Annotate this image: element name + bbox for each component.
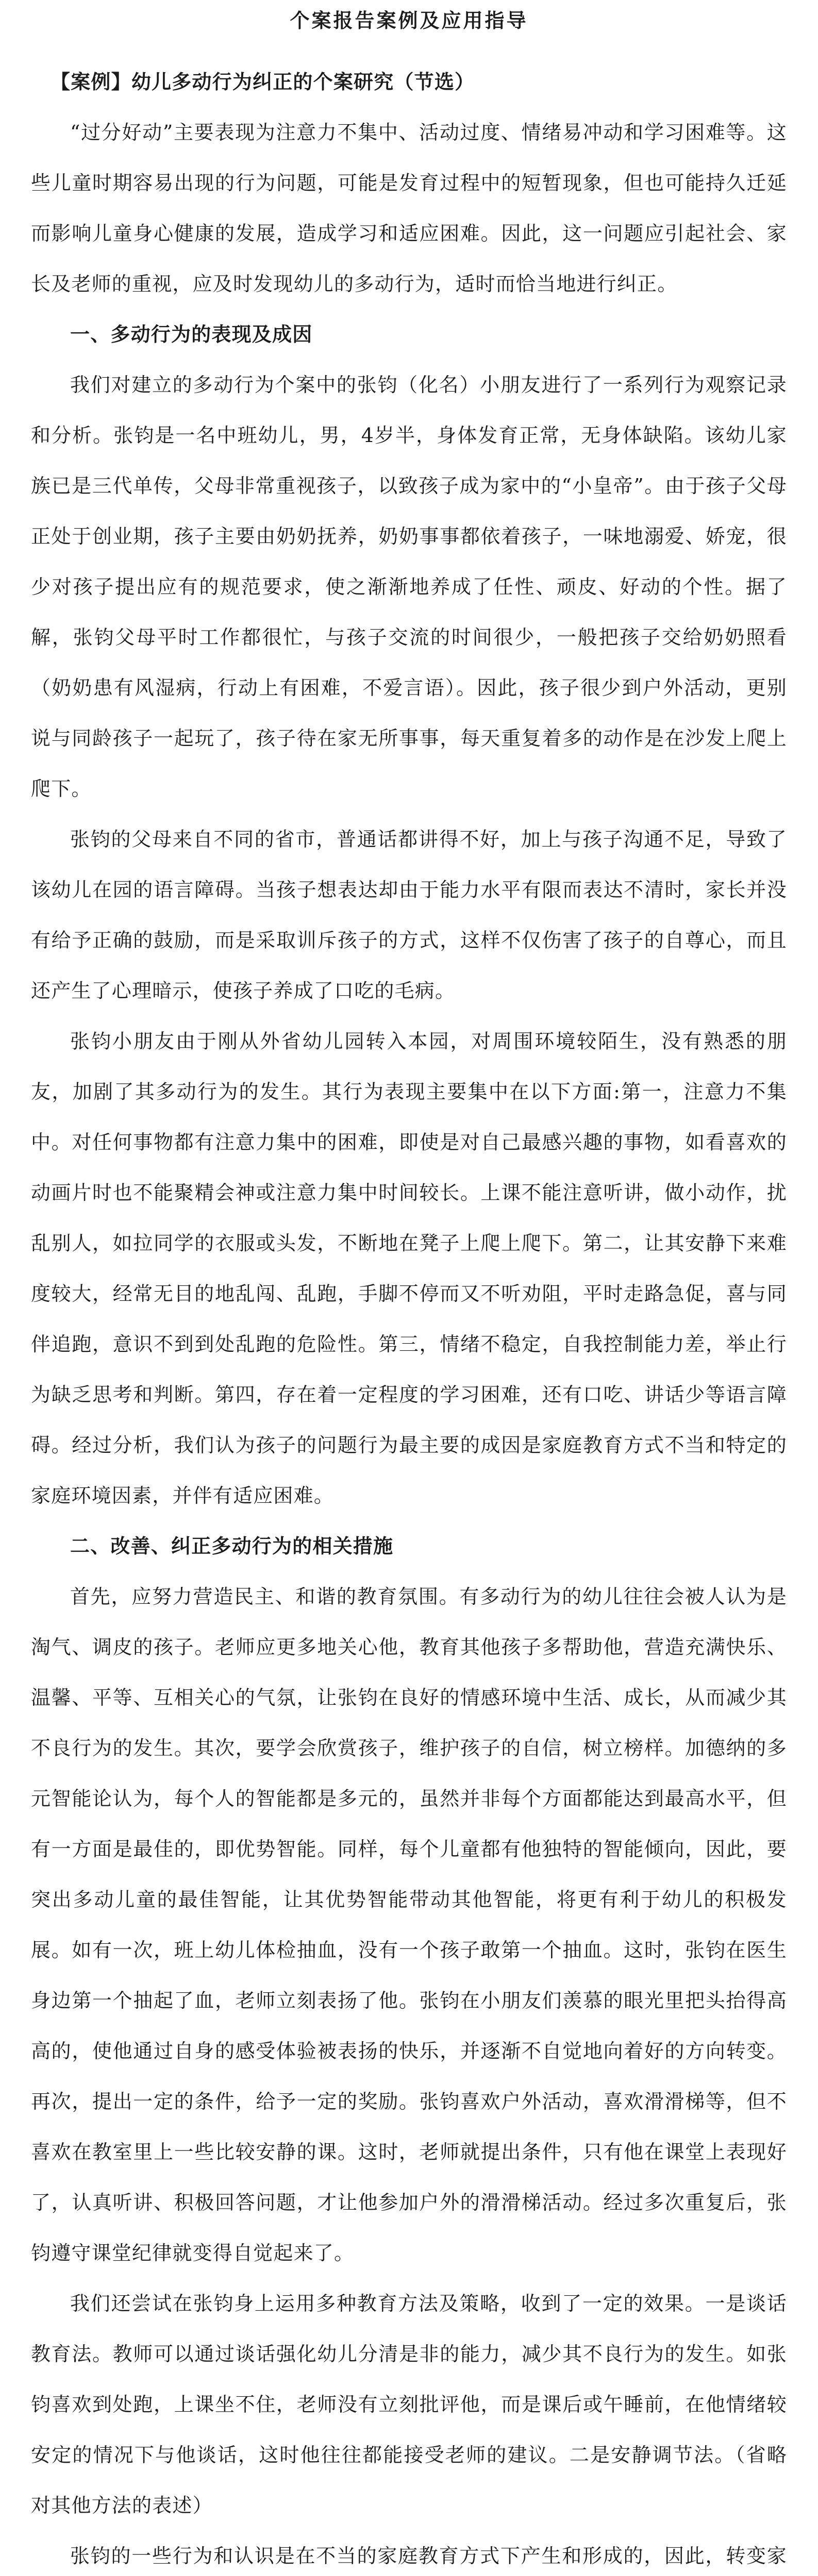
section-2-paragraph-2: 我们还尝试在张钧身上运用多种教育方法及策略，收到了一定的效果。一是谈话教育法。教师可以通过谈话强化幼儿分清是非的能力，减少其不良行为的发生。如张钧喜欢到处跑，上课坐不住，老师没有立刻批评他，而是课后或午睡前，在他情绪较安定的情况下与他谈话，这时他往往都能接受老师的建议。二是安静调节法。（省略对其他方法的表述） [31,2292,787,2517]
section-2-paragraph-3: 张钧的一些行为和认识是在不当的家庭教育方式下产生和形成的，因此，转变家 [70,2545,787,2567]
section-2-paragraph-1: 首先，应努力营造民主、和谐的教育氛围。有多动行为的幼儿往往会被人认为是淘气、调皮的孩子。老师应更多地关心他，教育其他孩子多帮助他，营造充满快乐、温馨、平等、互相关心的气氛，让张钧在良好的情感环境中生活、成长，从而减少其不良行为的发生。其次，要学会欣赏孩子，维护孩子的自信，树立榜样。加德纳的多元智能论认为，每个人的智能都是多元的，虽然并非每个方面都能达到最高水平，但有一方面是最佳的，即优势智能。同样，每个儿童都有他独特的智能倾向，因此，要突出多动儿童的最佳智能，让其优势智能带动其他智能，将更有利于幼儿的积极发展。如有一次，班上幼儿体检抽血，没有一个孩子敢第一个抽血。这时，张钧在医生身边第一个抽起了血，老师立刻表扬了他。张钧在小朋友们羡慕的眼光里把头抬得高高的，使他通过自身的感受体验被表扬的快乐，并逐渐不自觉地向着好的方向转变。再次，提出一定的条件，给予一定的奖励。张钧喜欢户外活动，喜欢滑滑梯等，但不喜欢在教室里上一些比较安静的课。这时，老师就提出条件，只有他在课堂上表现好了，认真听讲、积极回答问题，才让他参加户外的滑滑梯活动。经过多次重复后，张钧遵守课堂纪律就变得自觉起来了。 [31,1585,787,2264]
case-title: 幼儿多动行为纠正的个案研究（节选） [131,70,475,93]
section-1-paragraph-3: 张钧小朋友由于刚从外省幼儿园转入本园，对周围环境较陌生，没有熟悉的朋友，加剧了其多动行为的发生。其行为表现主要集中在以下方面:第一，注意力不集中。对任何事物都有注意力集中的困难，即使是对自己最感兴趣的事物，如看喜欢的动画片时也不能聚精会神或注意力集中时间较长。上课不能注意听讲，做小动作，扰乱别人，如拉同学的衣服或头发，不断地在凳子上爬上爬下。第二，让其安静下来难度较大，经常无目的地乱闯、乱跑，手脚不停而又不听劝阻，平时走路急促，喜与同伴追跑，意识不到到处乱跑的危险性。第三，情绪不稳定，自我控制能力差，举止行为缺乏思考和判断。第四，存在着一定程度的学习困难，还有口吃、讲话少等语言障碍。经过分析，我们认为孩子的问题行为最主要的成因是家庭教育方式不当和特定的家庭环境因素，并伴有适应困难。 [31,1030,787,1507]
section-2-heading: 二、改善、纠正多动行为的相关措施 [70,1534,394,1557]
section-1-heading: 一、多动行为的表现及成因 [70,323,313,346]
case-heading [31,57,787,107]
section-1-paragraph-1: 我们对建立的多动行为个案中的张钧（化名）小朋友进行了一系列行为观察记录和分析。张钧是一名中班幼儿，男，4岁半，身体发育正常，无身体缺陷。该幼儿家族已是三代单传，父母非常重视孩子，以致孩子成为家中的“小皇帝”。由于孩子父母正处于创业期，孩子主要由奶奶抚养，奶奶事事都依着孩子，一味地溺爱、娇宠，很少对孩子提出应有的规范要求，使之渐渐地养成了任性、顽皮、好动的个性。据了解，张钧父母平时工作都很忙，与孩子交流的时间很少，一般把孩子交给奶奶照看（奶奶患有风湿病，行动上有困难，不爱言语）。因此，孩子很少到户外活动，更别说与同龄孩子一起玩了，孩子待在家无所事事，每天重复着多的动作是在沙发上爬上爬下。 [31,374,787,800]
case-tag: 【案例】 [51,70,131,93]
case-intro-paragraph: “过分好动”主要表现为注意力不集中、活动过度、情绪易冲动和学习困难等。这些儿童时期容易出现的行为问题，可能是发育过程中的短暂现象，但也可能持久迁延而影响儿童身心健康的发展，造成学习和适应困难。因此，这一问题应引起社会、家长及老师的重视，应及时发现幼儿的多动行为，适时而恰当地进行纠正。 [31,121,787,295]
section-1-paragraph-2: 张钧的父母来自不同的省市，普通话都讲得不好，加上与孩子沟通不足，导致了该幼儿在园的语言障碍。当孩子想表达却由于能力水平有限而表达不清时，家长并没有给予正确的鼓励，而是采取训斥孩子的方式，这样不仅伤害了孩子的自尊心，而且还产生了心理暗示，使孩子养成了口吃的毛病。 [31,828,787,1002]
document-title: 个案报告案例及应用指导 [290,9,528,32]
